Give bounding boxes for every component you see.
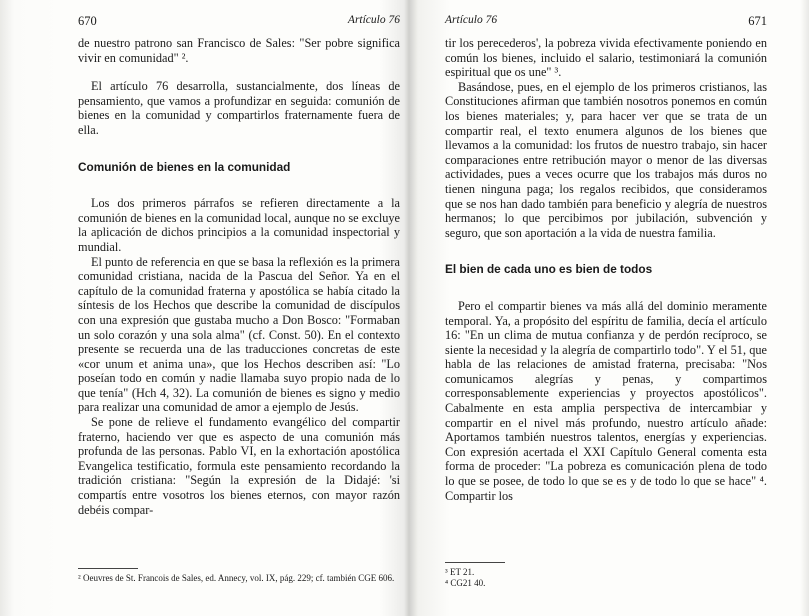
left-page xyxy=(78,0,400,616)
left-page-header xyxy=(78,14,400,32)
right-page xyxy=(445,0,767,616)
footnote-rule xyxy=(78,568,138,569)
footnote: ² Oeuvres de St. Francois de Sales, ed. Annecy, vol. IX, pág. 229; cf. también CGE 606. xyxy=(78,573,395,583)
page-number: 671 xyxy=(748,14,767,28)
paragraph: de nuestro patrono san Francisco de Sales: "Ser pobre significa vivir en comunidad" ². xyxy=(78,36,400,65)
paragraph: Pero el compartir bienes va más allá del dominio meramente temporal. Ya, a propósito del espíritu de familia, decía el artículo 16: "En un clima de mutua confianza y de perdón recíproco, se siente la necesidad y la alegría de compartirlo todo". Y el 51, que habla de las relaciones de amistad fraterna, precisaba: "Nos comunicamos alegrías y penas, y compartimos corresponsablemente experiencias y proyectos apostólicos". Cabalmente en esta amplia perspectiva de intercambiar y compartir en el nivel más profundo, nuestro artículo añade: Aportamos también nuestros talentos, energías y experiencias. Con expresión acertada el XXI Capítulo General comenta esta forma de proceder: "La pobreza es comunicación plena de todo lo que se posee, de todo lo que se es y de todo lo que se hace" ⁴. Compartir los xyxy=(445,298,767,503)
right-page-header xyxy=(445,14,767,32)
left-page-body xyxy=(78,36,400,517)
section-heading: Comunión de bienes en la comunidad xyxy=(78,159,291,174)
footnote: ⁴ CG21 40. xyxy=(445,578,486,588)
paragraph: El artículo 76 desarrolla, sustancialmente, dos líneas de pensamiento, que vamos a profundizar en seguida: comunión de bienes en la comunidad y compartirlos fraternamente fuera de ella. xyxy=(78,79,400,137)
page-number: 670 xyxy=(78,14,97,28)
paragraph: Basándose, pues, en el ejemplo de los primeros cristianos, las Constituciones afirman que también nosotros ponemos en común los bienes materiales; y, para hacer ver que se trata de un compartir real, el texto enumera algunos de los bienes que llevamos a la comunidad: los frutos de nuestro trabajo, sin hacer comparaciones entre retribución mayor o menor de las diversas actividades, pues a veces ocurre que los trabajos más duros no tienen ninguna paga; los regalos recibidos, que consideramos que se nos han dado también para beneficio y alegría de nuestros hermanos; lo que percibimos por jubilación, subvención y seguro, que son aportación a la vida de nuestra familia. xyxy=(445,79,767,240)
paragraph: tir los perecederos', la pobreza vivida efectivamente poniendo en común los bienes, incluido el salario, testimoniará la comunión espiritual que os une" ³. xyxy=(445,36,767,80)
running-head: Artículo 76 xyxy=(445,14,498,26)
footnotes xyxy=(445,562,767,589)
footnotes xyxy=(78,568,400,584)
paragraph: El punto de referencia en que se basa la reflexión es la primera comunidad cristiana, nacida de la Pascua del Señor. Ya en el capítulo de la comunidad fraterna y apostólica se había citado la síntesis de los Hechos que describe la comunidad de discípulos con una expresión que gustaba mucho a Don Bosco: "Formaban un solo corazón y una sola alma" (cf. Const. 50). En el contexto presente se recuerda una de las traducciones concretas de este «cor unum et anima una», que los Hechos describen así: "Lo poseían todo en común y nadie llamaba suyo propio nada de lo que tenía" (Hch 4, 32). La comunión de bienes es signo y medio para realizar una comunidad de amor a ejemplo de Jesús. xyxy=(78,254,400,415)
paragraph: Se pone de relieve el fundamento evangélico del compartir fraterno, haciendo ver que es aspecto de una comunión más profunda de las personas. Pablo VI, en la exhortación apostólica Evangelica testificatio, formula este pensamiento recordando la tradición cristiana: "Según la expresión de la Didajé: 'si compartís entre vosotros los bienes eternos, con mayor razón debéis compar- xyxy=(78,415,400,517)
section-heading: El bien de cada uno es bien de todos xyxy=(445,262,653,277)
footnote-rule xyxy=(445,562,505,563)
paragraph: Los dos primeros párrafos se refieren directamente a la comunión de bienes en la comunidad local, aunque no se excluye la aplicación de dichos principios a la comunidad inspectorial y mundial. xyxy=(78,196,400,254)
running-head: Artículo 76 xyxy=(347,14,400,26)
footnote: ³ ET 21. xyxy=(445,567,475,577)
right-page-body xyxy=(445,36,767,503)
